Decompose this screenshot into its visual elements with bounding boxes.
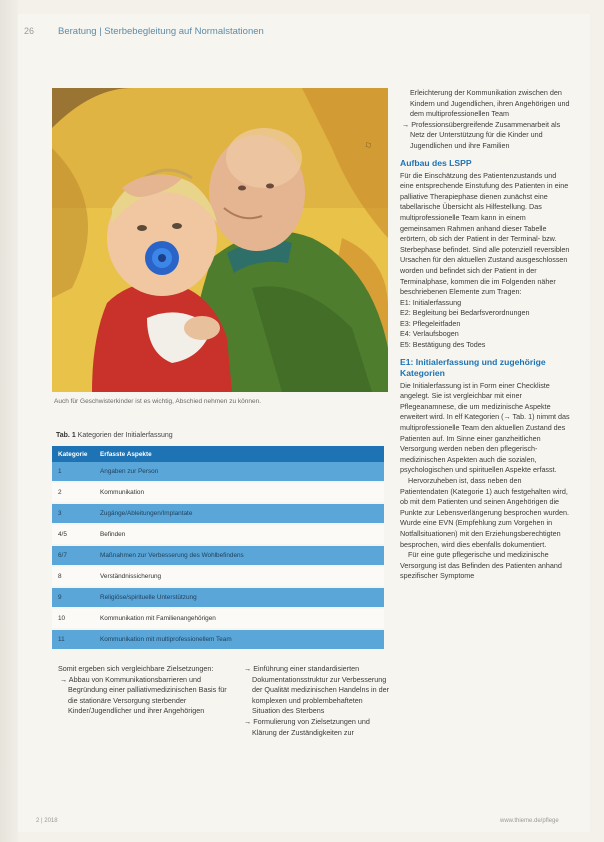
right-text-column bbox=[400, 88, 570, 582]
footer-url: www.thieme.de/pflege bbox=[500, 818, 559, 824]
bullet-item: → Abbau von Kommunikationsbarrieren und Begründung einer palliativmedizinischen Basis für die stationäre Versorgung sterbender Kinder/Jugendlicher und ihrer Angehörigen bbox=[60, 674, 227, 716]
bullet-text: Einführung einer standardisierten Dokumentationsstruktur zur Verbesserung der Qualität medizinischen Handelns in der komplexen und problembehafteten Situation des Sterbens bbox=[252, 664, 390, 716]
page-number: 26 bbox=[24, 26, 35, 36]
section-heading: E1: Initialerfassung und zugehörige Kategorien bbox=[400, 356, 546, 378]
table-cell-number: 10 bbox=[52, 608, 94, 629]
svg-text:☐: ☐ bbox=[366, 141, 373, 149]
table-cell-aspect: Maßnahmen zur Verbesserung des Wohlbefindens bbox=[94, 545, 384, 566]
bullet-text: Formulierung von Zielsetzungen und Klärung der Zuständigkeiten zur bbox=[252, 716, 370, 737]
table-cell-aspect: Kommunikation mit Familienangehörigen bbox=[94, 608, 384, 629]
table-cell-number: 9 bbox=[52, 587, 94, 608]
table-cell-aspect: Verständnissicherung bbox=[94, 566, 384, 587]
body-paragraph: Für die Einschätzung des Patientenzustands und eine entsprechende Einstufung des Patienten in eine palliative Therapiephase dienen zunächst eine tabellarische Übersicht als Hilfestellung. Das multiprofessionelle Team kann in einem gemeinsamen Rahmen anhand dieser Tabelle erörtern, ob sich der Patient in der Terminal- bzw. Sterbephase befindet. Sind alle potenziell reversiblen Ursachen für den aktuellen Zustand ausgeschlossen worden und befindet sich der Patient in der Terminalphase, kommen die im Folgenden näher beschriebenen Elemente zum Tragen: bbox=[400, 170, 570, 297]
running-header: Beratung | Sterbebegleitung auf Normalstationen bbox=[58, 26, 264, 37]
table-cell-aspect: Zugänge/Ableitungen/Implantate bbox=[94, 503, 384, 524]
table-row bbox=[52, 524, 384, 545]
table-cell-number: 2 bbox=[52, 482, 94, 503]
table-cell-aspect: Angaben zur Person bbox=[94, 462, 384, 482]
bullet-text: Abbau von Kommunikationsbarrieren und Begründung einer palliativmedizinischen Basis für die stationäre Versorgung sterbender Kinder/Jugendlicher und ihrer Angehörigen bbox=[68, 674, 227, 716]
middle-text-column bbox=[242, 664, 390, 738]
bullet-item: → Professionsübergreifende Zusammenarbeit als Netz der Unterstützung für die Kinder und Jugendlichen und ihre Familien bbox=[402, 119, 561, 150]
illustration bbox=[52, 88, 388, 392]
body-paragraph: Hervorzuheben ist, dass neben den Patientendaten (Kategorie 1) auch festgehalten wird, ob mit dem Patienten und seinen Angehörigen die Punkte zur Lebensverlängerung besprochen wurden. Wurde eine EVN (Empfehlung zum Vorgehen in Notfallsituationen) mit den Erziehungsberechtigten besprochen, wird dies ebenfalls dokumentiert. bbox=[400, 476, 570, 549]
table-cell-number: 3 bbox=[52, 503, 94, 524]
categories-table bbox=[52, 446, 384, 651]
table-cell-number: 4/5 bbox=[52, 524, 94, 545]
element-item: E3: Pflegeleitfaden bbox=[400, 318, 461, 328]
table-cell-number: 11 bbox=[52, 629, 94, 650]
element-item: E4: Verlaufsbogen bbox=[400, 329, 459, 339]
body-paragraph: Die Initialerfassung ist in Form einer Checkliste angelegt. Sie ist vergleichbar mit einer Pflegeanamnese, die um medizinische Aspekte erweitert wird. In elf Kategorien (→ Tab. 1) nimmt das multiprofessionelle Team den aktuellen Zustand des Patienten auf. Im Sinne einer ganzheitlichen Versorgung werden neben den pflegerisch-medizinischen Aspekten auch die sozialen, psychologischen und spirituellen Aspekte erfasst. bbox=[400, 380, 570, 475]
table-cell-aspect: Kommunikation bbox=[94, 482, 384, 503]
table-row bbox=[52, 545, 384, 566]
element-item: E5: Bestätigung des Todes bbox=[400, 340, 486, 350]
element-item: E2: Begleitung bei Bedarfsverordnungen bbox=[400, 308, 530, 318]
element-item: E1: Initialerfassung bbox=[400, 297, 462, 307]
table-row bbox=[52, 566, 384, 587]
intro-paragraph: Somit ergeben sich vergleichbare Zielsetzungen: bbox=[58, 664, 214, 673]
table-cell-number: 6/7 bbox=[52, 545, 94, 566]
illustration-drawing bbox=[52, 88, 388, 392]
figure-caption: Auch für Geschwisterkinder ist es wichtig, Abschied nehmen zu können. bbox=[54, 398, 262, 405]
table-cell-number: 1 bbox=[52, 462, 94, 482]
table-cell-number: 8 bbox=[52, 566, 94, 587]
table-header-cell: Kategorie bbox=[52, 446, 94, 462]
table-cell-aspect: Religiöse/spirituelle Unterstützung bbox=[94, 587, 384, 608]
table-label: Tab. 1 bbox=[56, 432, 76, 439]
table-header-row bbox=[52, 446, 384, 462]
table-row bbox=[52, 629, 384, 650]
bullet-item: → Einführung einer standardisierten Dokumentationsstruktur zur Verbesserung der Qualität medizinischen Handelns in der komplexen und problembehafteten Situation des Sterbens bbox=[244, 664, 390, 716]
body-paragraph: Für eine gute pflegerische und medizinische Versorgung ist das Befinden des Patienten anhand spezifischer Symptome bbox=[400, 550, 562, 581]
table-row bbox=[52, 587, 384, 608]
continued-text: Erleichterung der Kommunikation zwischen den Kindern und Jugendlichen, ihren Angehörigen und dem multiprofessionellen Team bbox=[410, 88, 570, 119]
table-title-text: Kategorien der Initialerfassung bbox=[77, 432, 173, 439]
left-text-column bbox=[58, 664, 228, 717]
bullet-text: Professionsübergreifende Zusammenarbeit als Netz der Unterstützung für die Kinder und Jugendlichen und ihre Familien bbox=[410, 119, 561, 150]
table-cell-aspect: Kommunikation mit multiprofessionellem Team bbox=[94, 629, 384, 650]
table-row bbox=[52, 482, 384, 503]
table-title bbox=[56, 432, 173, 439]
bullet-item: → Formulierung von Zielsetzungen und Klärung der Zuständigkeiten zur bbox=[244, 716, 370, 737]
table-row bbox=[52, 608, 384, 629]
table-header-cell: Erfasste Aspekte bbox=[94, 446, 384, 462]
page-edge bbox=[0, 0, 18, 842]
section-heading: Aufbau des LSPP bbox=[400, 157, 472, 168]
footer-issue: 2 | 2018 bbox=[36, 818, 58, 824]
table-row bbox=[52, 503, 384, 524]
table-row bbox=[52, 462, 384, 482]
table-cell-aspect: Befinden bbox=[94, 524, 384, 545]
